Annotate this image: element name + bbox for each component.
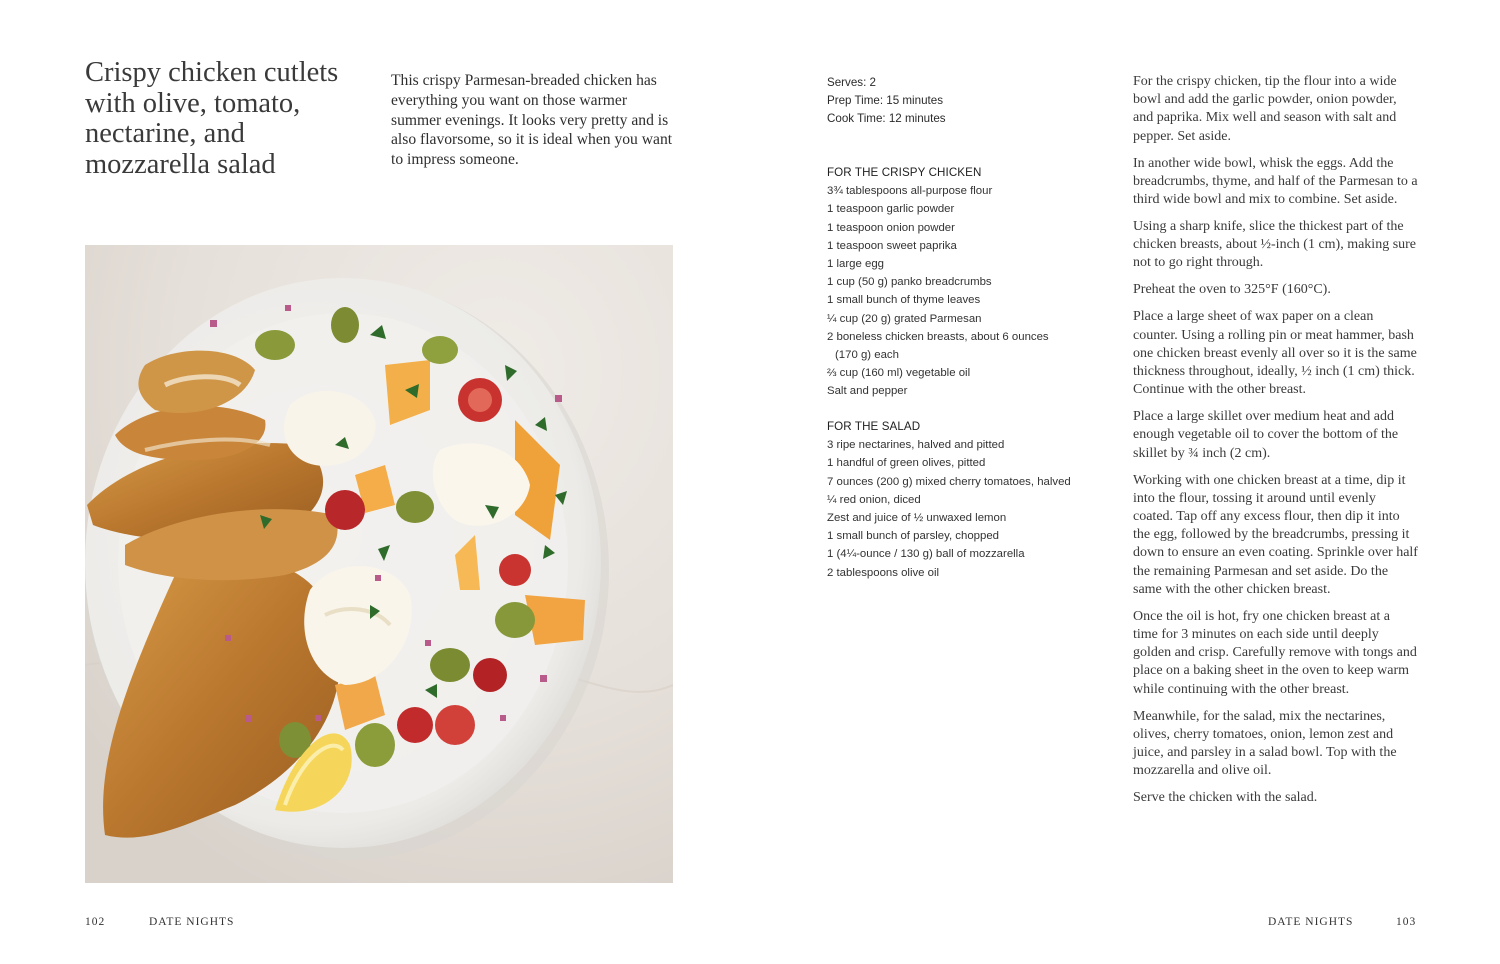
recipe-photo: [85, 245, 673, 883]
ingredient-item: 3¾ tablespoons all-purpose flour: [827, 185, 993, 198]
recipe-intro: This crispy Parmesan-breaded chicken has everything you want on those warmer summer evenings. It looks very pretty and is also flavorsome, so it is ideal when you want to impress someone.: [391, 72, 673, 169]
ingredient-item: ¼ red onion, diced: [827, 493, 921, 506]
prep-time: Prep Time: 15 minutes: [827, 94, 943, 108]
ingredient-item: 2 tablespoons olive oil: [827, 566, 940, 579]
ingredient-item: 1 teaspoon sweet paprika: [827, 239, 957, 252]
salad-heading: FOR THE SALAD: [827, 420, 921, 433]
chicken-ingredients: [827, 164, 1107, 401]
method-step: Place a large sheet of wax paper on a clean counter. Using a rolling pin or meat hammer, bash one chicken breast evenly all over so it is the same thickness throughout, ideally, ½ inch (1 cm) thick. Continue with the other breast.: [1133, 309, 1417, 398]
page-number-left: 102: [85, 916, 106, 928]
chicken-heading: FOR THE CRISPY CHICKEN: [827, 166, 982, 179]
ingredient-item: 1 small bunch of thyme leaves: [827, 294, 981, 307]
ingredient-item: (170 g) each: [835, 349, 899, 362]
method-steps: [1133, 73, 1418, 816]
recipe-title: Crispy chicken cutlets with olive, tomato, nectarine, and mozzarella salad: [85, 57, 339, 180]
ingredient-item: 1 handful of green olives, pitted: [827, 457, 986, 470]
page-number-right: 103: [1396, 916, 1417, 928]
ingredient-item: 1 teaspoon onion powder: [827, 221, 955, 234]
method-step: Working with one chicken breast at a time, dip it into the flour, tossing it around until evenly coated. Tap off any excess flour, then dip it into the egg, followed by the breadcrumbs, pressing it down to ensure an even coating. Sprinkle over half the remaining Parmesan and set aside. Do the same with the other chicken breast.: [1133, 472, 1418, 597]
method-step: In another wide bowl, whisk the eggs. Add the breadcrumbs, thyme, and half of the Parmesan to a third wide bowl and mix to combine. Set aside.: [1133, 155, 1418, 208]
section-label-left: DATE NIGHTS: [149, 916, 235, 928]
section-label-right: DATE NIGHTS: [1268, 916, 1354, 928]
ingredient-item: 1 large egg: [827, 258, 884, 271]
ingredient-item: Zest and juice of ½ unwaxed lemon: [827, 512, 1007, 525]
ingredient-item: ⅔ cup (160 ml) vegetable oil: [827, 367, 971, 380]
cook-time: Cook Time: 12 minutes: [827, 112, 946, 126]
method-step: Meanwhile, for the salad, mix the nectarines, olives, cherry tomatoes, onion, lemon zest and juice, and parsley in a salad bowl. Top with the mozzarella and olive oil.: [1133, 708, 1397, 779]
method-step: Using a sharp knife, slice the thickest part of the chicken breasts, about ½-inch (1 cm), making sure not to go right through.: [1133, 219, 1417, 271]
ingredient-item: Salt and pepper: [827, 385, 908, 398]
ingredient-item: ¼ cup (20 g) grated Parmesan: [827, 312, 982, 325]
ingredient-item: 3 ripe nectarines, halved and pitted: [827, 439, 1005, 452]
recipe-meta: [827, 74, 1107, 129]
method-step: Once the oil is hot, fry one chicken breast at a time for 3 minutes on each side until deeply golden and crisp. Carefully remove with tongs and place on a baking sheet in the oven to keep warm while continuing with the other breast.: [1133, 608, 1417, 697]
ingredient-item: 2 boneless chicken breasts, about 6 ounces: [827, 330, 1049, 343]
salad-ingredients: [827, 418, 1107, 582]
method-step: For the crispy chicken, tip the flour into a wide bowl and add the garlic powder, onion powder, and paprika. Mix well and season with salt and pepper. Set aside.: [1133, 74, 1397, 144]
ingredient-item: 1 teaspoon garlic powder: [827, 203, 955, 216]
serves: Serves: 2: [827, 76, 876, 89]
ingredient-item: 7 ounces (200 g) mixed cherry tomatoes, halved: [827, 475, 1071, 488]
ingredient-item: 1 (4¼-ounce / 130 g) ball of mozzarella: [827, 548, 1025, 561]
method-step: Place a large skillet over medium heat and add enough vegetable oil to cover the bottom of the skillet by ¾ inch (2 cm).: [1133, 409, 1399, 461]
method-step: Serve the chicken with the salad.: [1133, 790, 1318, 806]
ingredient-item: 1 small bunch of parsley, chopped: [827, 530, 1000, 543]
method-step: Preheat the oven to 325°F (160°C).: [1133, 282, 1331, 298]
ingredient-item: 1 cup (50 g) panko breadcrumbs: [827, 276, 992, 289]
